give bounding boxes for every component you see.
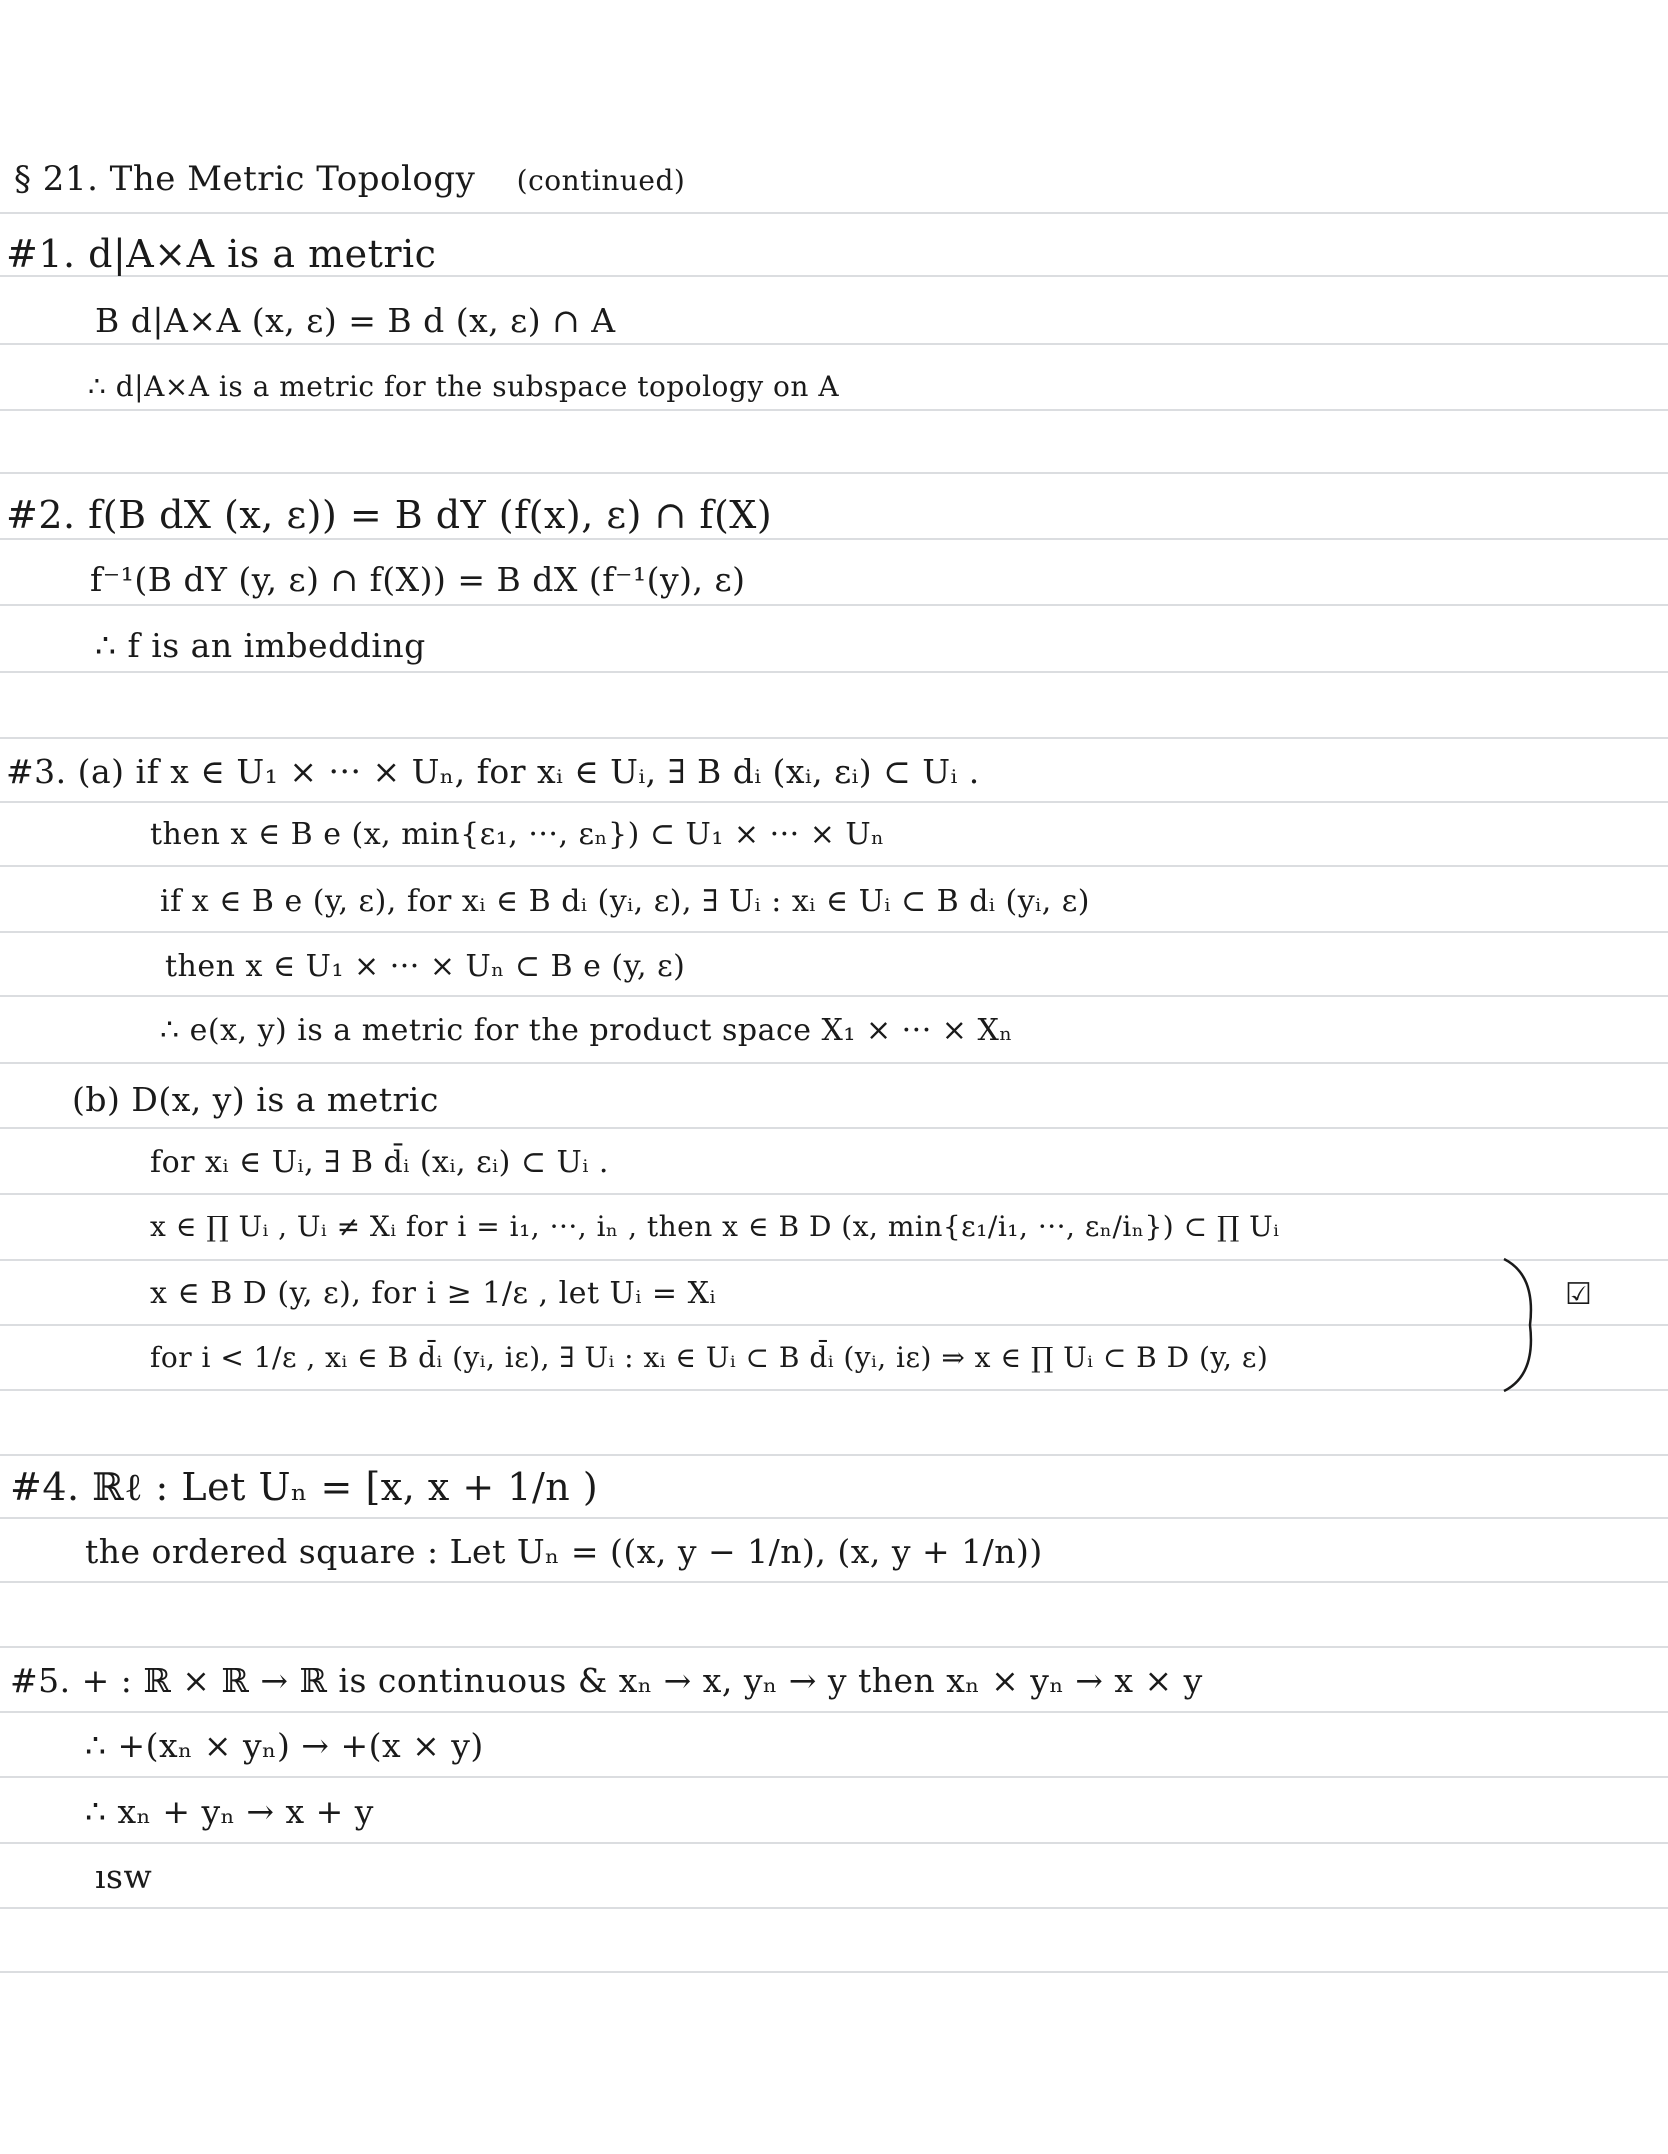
problem-1-heading: #1. d|A×A is a metric xyxy=(6,232,437,276)
problem-3-part-b-line-3: x ∈ ∏ Uᵢ , Uᵢ ≠ Xᵢ for i = i₁, ···, iₙ , then x ∈ B D (x, min{ε₁/i₁, ···, εₙ/iₙ}) ⊂ ∏ Uᵢ xyxy=(150,1210,1280,1243)
problem-3-part-a-line-3: if x ∈ B e (y, ε), for xᵢ ∈ B dᵢ (yᵢ, ε), ∃ Uᵢ : xᵢ ∈ Uᵢ ⊂ B dᵢ (yᵢ, ε) xyxy=(160,884,1091,919)
problem-3-part-a-line-1: #3. (a) if x ∈ U₁ × ··· × Uₙ, for xᵢ ∈ Uᵢ, ∃ B dᵢ (xᵢ, εᵢ) ⊂ Uᵢ . xyxy=(6,752,980,791)
closing-brace-icon xyxy=(1500,1255,1540,1395)
problem-3-part-a-line-4: then x ∈ U₁ × ··· × Uₙ ⊂ B e (y, ε) xyxy=(165,949,686,984)
problem-3-part-a-conclusion: ∴ e(x, y) is a metric for the product space X₁ × ··· × Xₙ xyxy=(160,1013,1013,1048)
problem-5-line-2: ∴ +(xₙ × yₙ) → +(x × y) xyxy=(85,1726,484,1765)
problem-1-line-2: B d|A×A (x, ε) = B d (x, ε) ∩ A xyxy=(95,301,616,340)
problem-1-conclusion: ∴ d|A×A is a metric for the subspace topology on A xyxy=(88,370,840,403)
problem-3-part-b-line-4: x ∈ B D (y, ε), for i ≥ 1/ε , let Uᵢ = Xᵢ xyxy=(150,1276,716,1311)
problem-4-heading: #4. ℝℓ : Let Uₙ = [x, x + 1/n ) xyxy=(10,1465,599,1509)
problem-5-heading: #5. + : ℝ × ℝ → ℝ is continuous & xₙ → x, yₙ → y then xₙ × yₙ → x × y xyxy=(10,1661,1203,1700)
page-title-note: (continued) xyxy=(516,164,686,197)
page-title-text: § 21. The Metric Topology xyxy=(14,159,476,199)
problem-2-heading: #2. f(B dX (x, ε)) = B dY (f(x), ε) ∩ f(X) xyxy=(6,493,773,537)
problem-3-part-b-line-1: (b) D(x, y) is a metric xyxy=(72,1080,439,1119)
problem-2-conclusion: ∴ f is an imbedding xyxy=(95,626,426,665)
qed-checkbox-icon: ☑ xyxy=(1565,1277,1592,1312)
problem-3-part-b-line-5: for i < 1/ε , xᵢ ∈ B d̄ᵢ (yᵢ, iε), ∃ Uᵢ : xᵢ ∈ Uᵢ ⊂ B d̄ᵢ (yᵢ, iε) ⇒ x ∈ ∏ Uᵢ ⊂ B D (y, ε) xyxy=(150,1341,1269,1374)
problem-5-signature: ısw xyxy=(95,1857,153,1896)
problem-3-part-a-line-2: then x ∈ B e (x, min{ε₁, ···, εₙ}) ⊂ U₁ × ··· × Uₙ xyxy=(150,817,885,852)
problem-5-line-3: ∴ xₙ + yₙ → x + y xyxy=(85,1792,374,1831)
page-title xyxy=(14,159,686,199)
problem-2-line-2: f⁻¹(B dY (y, ε) ∩ f(X)) = B dX (f⁻¹(y), ε) xyxy=(90,560,746,599)
problem-3-part-b-line-2: for xᵢ ∈ Uᵢ, ∃ B d̄ᵢ (xᵢ, εᵢ) ⊂ Uᵢ . xyxy=(150,1145,609,1180)
problem-4-line-2: the ordered square : Let Uₙ = ((x, y − 1/n), (x, y + 1/n)) xyxy=(85,1532,1043,1571)
